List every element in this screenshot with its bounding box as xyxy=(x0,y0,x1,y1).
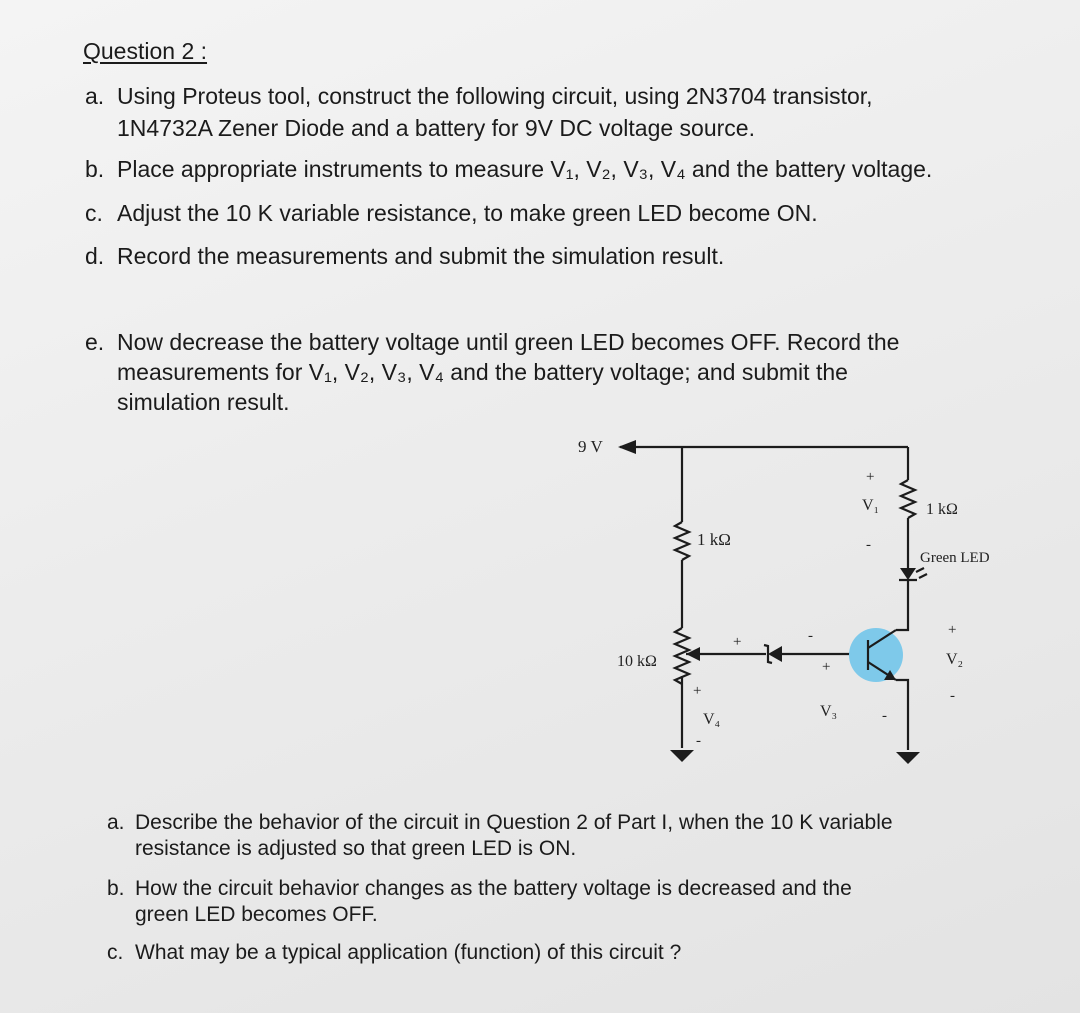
item-text: How the circuit behavior changes as the battery voltage is decreased and the xyxy=(135,877,852,900)
item-label: c. xyxy=(85,200,103,226)
resistor-r2 xyxy=(901,480,915,518)
item-label: a. xyxy=(85,83,105,109)
item-text-continued: green LED becomes OFF. xyxy=(135,903,378,926)
zener-plus: + xyxy=(733,634,742,650)
v4-label: V₄ xyxy=(703,711,721,728)
zener-diode-icon xyxy=(768,646,782,662)
v3-plus: + xyxy=(822,659,831,675)
item-text: Record the measurements and submit the simulation result. xyxy=(117,243,725,269)
part2-item-a xyxy=(107,810,893,862)
item-label: c. xyxy=(107,941,124,964)
item-text: Adjust the 10 K variable resistance, to make green LED become ON. xyxy=(117,200,818,226)
potentiometer xyxy=(675,628,689,684)
item-text-continued: resistance is adjusted so that green LED is ON. xyxy=(135,837,577,860)
led-lower-wire xyxy=(896,580,908,630)
item-text: Now decrease the battery voltage until green LED becomes OFF. Record the xyxy=(117,329,900,355)
v1-plus: + xyxy=(866,469,875,485)
resistor-r1 xyxy=(675,522,689,560)
green-led-icon xyxy=(900,568,916,580)
source-arrow xyxy=(618,440,636,454)
v1-label: V₁ xyxy=(862,497,880,514)
item-label: d. xyxy=(85,243,105,269)
item-label: b. xyxy=(85,156,105,182)
r2-label: 1 kΩ xyxy=(926,501,958,518)
led-label: Green LED xyxy=(920,550,990,566)
zener-minus: - xyxy=(808,628,813,644)
item-text: What may be a typical application (function) of this circuit ? xyxy=(135,941,682,964)
v2-minus: - xyxy=(950,688,955,704)
v2-label: V₂ xyxy=(946,651,964,668)
part2-item-c xyxy=(107,940,681,966)
item-label: b. xyxy=(107,877,125,900)
r1-label: 1 kΩ xyxy=(697,530,731,549)
item-text-continued: measurements for V₁, V₂, V₃, V₄ and the battery voltage; and submit the xyxy=(117,359,848,385)
question-title: Question 2 : xyxy=(83,38,208,64)
v2-plus: + xyxy=(948,622,957,638)
item-text-continued: 1N4732A Zener Diode and a battery for 9V DC voltage source. xyxy=(117,115,755,141)
item-text: Using Proteus tool, construct the following circuit, using 2N3704 transistor, xyxy=(117,83,873,109)
item-text-continued: simulation result. xyxy=(117,389,290,415)
v4-plus: + xyxy=(693,683,702,699)
transistor-highlight xyxy=(849,628,903,682)
source-label: 9 V xyxy=(578,437,603,456)
ground-right-icon xyxy=(896,752,920,764)
part2-item-b xyxy=(107,876,852,928)
item-label: e. xyxy=(85,329,105,355)
ground-left-icon xyxy=(670,750,694,762)
v1-minus: - xyxy=(866,537,871,553)
pot-label: 10 kΩ xyxy=(617,653,657,670)
item-label: a. xyxy=(107,811,125,834)
v3-minus: - xyxy=(882,708,887,724)
led-emission xyxy=(916,568,927,578)
emitter-ground-wire xyxy=(896,680,908,750)
item-text: Place appropriate instruments to measure V₁, V₂, V₃, V₄ and the battery voltage. xyxy=(117,156,933,182)
item-text: Describe the behavior of the circuit in Question 2 of Part I, when the 10 K variable xyxy=(135,811,893,834)
v4-minus: - xyxy=(696,733,701,749)
v3-label: V₃ xyxy=(820,703,838,720)
